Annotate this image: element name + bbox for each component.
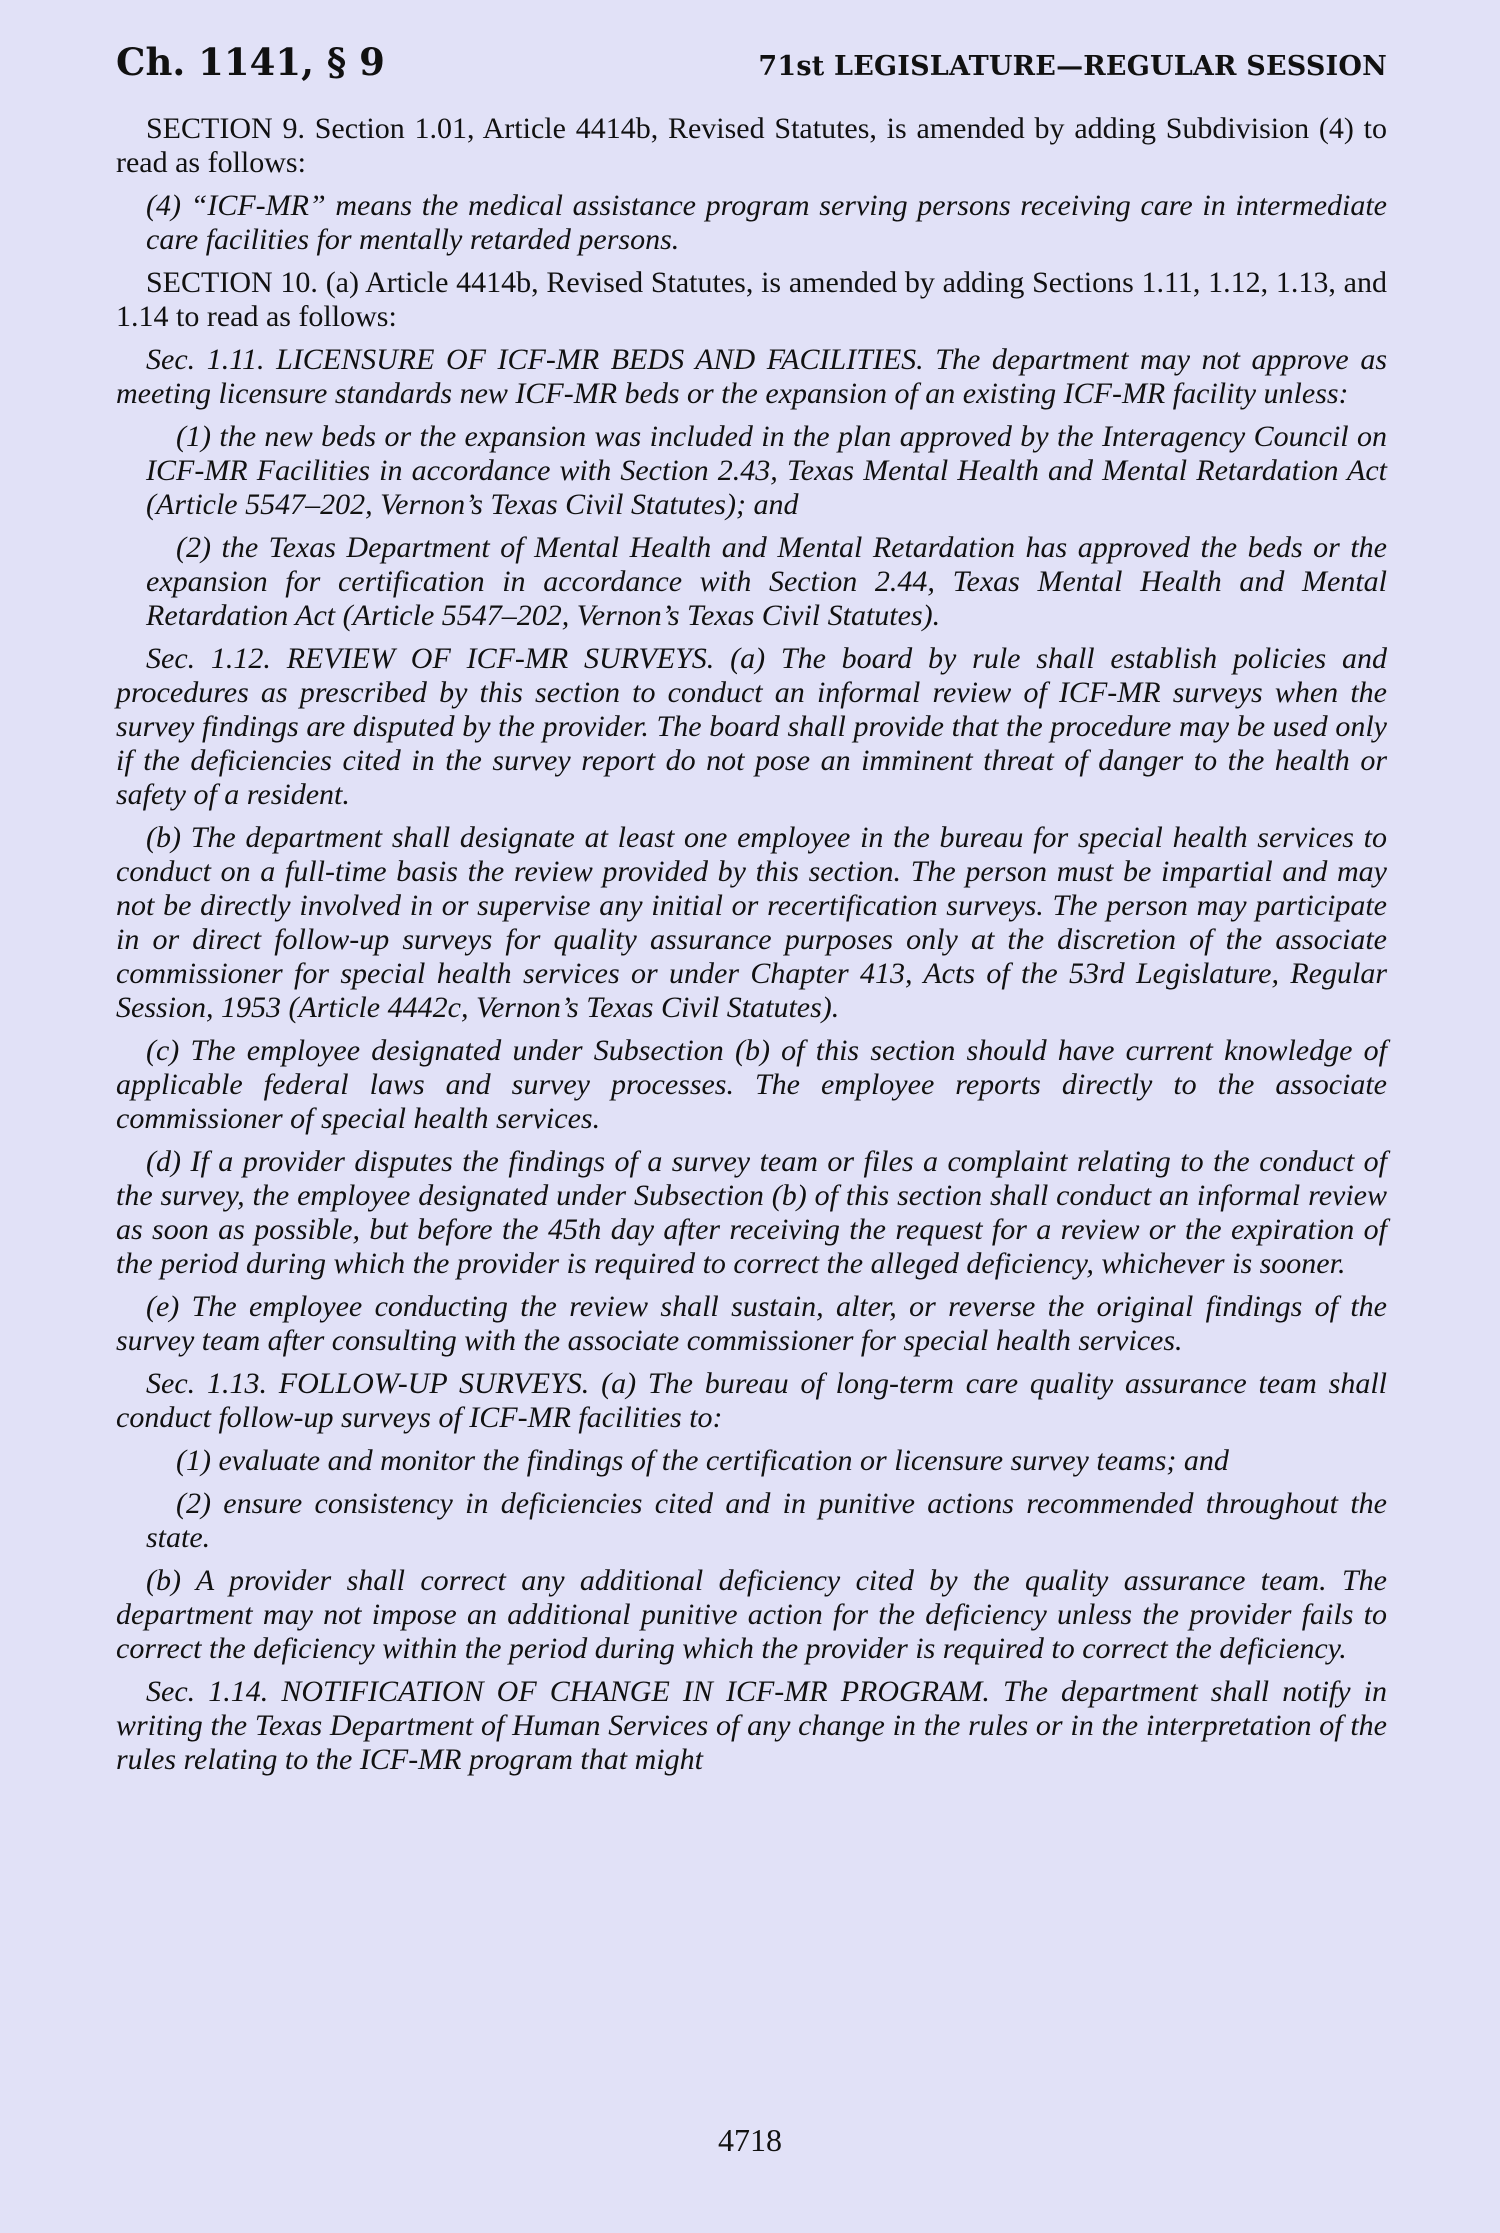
sec-1-13-b-paragraph: (b) A provider shall correct any additional deficiency cited by the quality assurance team. The department may not impose an additional punitive action for the deficiency unless the provider fails to correct the deficiency within the period during which the provider is required to correct the deficiency.	[116, 1564, 1387, 1665]
document-body	[116, 112, 1387, 1777]
sec-1-11-item-2: (2) the Texas Department of Mental Health and Mental Retardation has approved the beds or the expansion for certification in accordance with Section 2.44, Texas Mental Health and Mental Retardation Act (Article 5547–202, Vernon’s Texas Civil Statutes).	[146, 531, 1387, 632]
page-number: 4718	[718, 2122, 782, 2158]
sec-1-11-paragraph: Sec. 1.11. LICENSURE OF ICF-MR BEDS AND FACILITIES. The department may not approve as meeting licensure standards new ICF-MR beds or the expansion of an existing ICF-MR facility unless:	[116, 343, 1387, 410]
chapter-heading: Ch. 1141, § 9	[116, 40, 385, 84]
sec-1-12-d-paragraph: (d) If a provider disputes the findings of a survey team or files a complaint relating to the conduct of the survey, the employee designated under Subsection (b) of this section shall conduct an informal review as soon as possible, but before the 45th day after receiving the request for a review or the expiration of the period during which the provider is required to correct the alleged deficiency, whichever is sooner.	[116, 1145, 1387, 1280]
sec-1-13-item-1: (1) evaluate and monitor the findings of the certification or licensure survey teams; and	[176, 1444, 1229, 1477]
sec-1-12-a-paragraph: Sec. 1.12. REVIEW OF ICF-MR SURVEYS. (a) The board by rule shall establish policies and procedures as prescribed by this section to conduct an informal review of ICF-MR surveys when the survey findings are disputed by the provider. The board shall provide that the procedure may be used only if the deficiencies cited in the survey report do not pose an imminent threat of danger to the health or safety of a resident.	[116, 642, 1387, 811]
sec-1-12-b-paragraph: (b) The department shall designate at least one employee in the bureau for special health services to conduct on a full-time basis the review provided by this section. The person must be impartial and may not be directly involved in or supervise any initial or recertification surveys. The person may participate in or direct follow-up surveys for quality assurance purposes only at the discretion of the associate commissioner for special health services or under Chapter 413, Acts of the 53rd Legislature, Regular Session, 1953 (Article 4442c, Vernon’s Texas Civil Statutes).	[116, 821, 1387, 1024]
sec-1-12-c-paragraph: (c) The employee designated under Subsection (b) of this section should have current knowledge of applicable federal laws and survey processes. The employee reports directly to the associate commissioner of special health services.	[116, 1034, 1387, 1135]
page-header	[116, 40, 1387, 84]
sec-1-13-item-2: (2) ensure consistency in deficiencies cited and in punitive actions recommended throughout the state.	[146, 1487, 1387, 1554]
section-9-paragraph: SECTION 9. Section 1.01, Article 4414b, Revised Statutes, is amended by adding Subdivision (4) to read as follows:	[116, 112, 1387, 179]
session-heading: 71st LEGISLATURE—REGULAR SESSION	[758, 51, 1387, 82]
subdivision-4-paragraph: (4) “ICF-MR” means the medical assistance program serving persons receiving care in intermediate care facilities for mentally retarded persons.	[146, 189, 1387, 256]
sec-1-13-a-paragraph: Sec. 1.13. FOLLOW-UP SURVEYS. (a) The bureau of long-term care quality assurance team shall conduct follow-up surveys of ICF-MR facilities to:	[116, 1367, 1387, 1434]
section-10-paragraph: SECTION 10. (a) Article 4414b, Revised Statutes, is amended by adding Sections 1.11, 1.12, 1.13, and 1.14 to read as follows:	[116, 266, 1387, 333]
sec-1-14-paragraph: Sec. 1.14. NOTIFICATION OF CHANGE IN ICF-MR PROGRAM. The department shall notify in writing the Texas Department of Human Services of any change in the rules or in the interpretation of the rules relating to the ICF-MR program that might	[116, 1675, 1387, 1776]
sec-1-12-e-paragraph: (e) The employee conducting the review shall sustain, alter, or reverse the original findings of the survey team after consulting with the associate commissioner for special health services.	[116, 1290, 1387, 1357]
sec-1-11-item-1: (1) the new beds or the expansion was included in the plan approved by the Interagency Council on ICF-MR Facilities in accordance with Section 2.43, Texas Mental Health and Mental Retardation Act (Article 5547–202, Vernon’s Texas Civil Statutes); and	[146, 420, 1387, 521]
